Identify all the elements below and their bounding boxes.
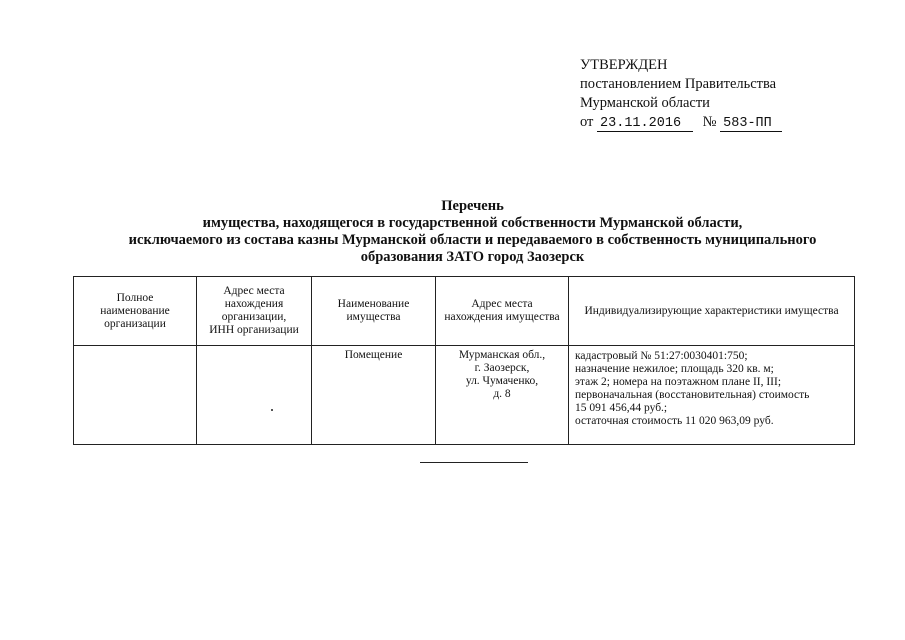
approval-line-region: Мурманской области bbox=[580, 95, 710, 111]
closing-rule bbox=[420, 462, 528, 463]
text-line: Мурманская обл., bbox=[458, 349, 546, 361]
header-characteristics bbox=[569, 277, 855, 346]
cell-org-address bbox=[197, 346, 312, 445]
text-line: остаточная стоимость 11 020 963,09 руб. bbox=[575, 415, 774, 427]
text-line: первоначальная (восстановительная) стоимость bbox=[575, 389, 810, 401]
text-line: назначение нежилое; площадь 320 кв. м; bbox=[575, 363, 774, 375]
cell-characteristics bbox=[569, 346, 855, 445]
approval-stamp bbox=[580, 56, 880, 132]
approval-number: 583-ПП bbox=[720, 116, 782, 132]
cell-property-name: Помещение bbox=[312, 346, 436, 445]
approval-date: 23.11.2016 bbox=[597, 116, 693, 132]
approval-line-resolution: постановлением Правительства bbox=[580, 76, 777, 92]
text-line: д. 8 bbox=[493, 388, 511, 400]
text-line: этаж 2; номера на поэтажном плане II, III; bbox=[575, 376, 782, 388]
text-line: наименование bbox=[100, 304, 170, 317]
text-line: организации, bbox=[221, 311, 287, 323]
approval-heading: УТВЕРЖДЕН bbox=[580, 57, 668, 73]
text-line: ИНН организации bbox=[209, 324, 299, 336]
title-line-3: исключаемого из состава казны Мурманской области и передаваемого в собственность муниципального bbox=[128, 232, 817, 248]
header-org-address bbox=[197, 277, 312, 346]
text-line: нахождения имущества bbox=[444, 311, 560, 323]
date-prefix: от bbox=[580, 114, 594, 130]
title-line-2: имущества, находящегося в государственной собственности Мурманской области, bbox=[202, 215, 743, 231]
property-table bbox=[73, 276, 855, 445]
text-line: нахождения bbox=[224, 298, 284, 310]
cell-property-address bbox=[436, 346, 569, 445]
title-line-1: Перечень bbox=[441, 198, 504, 214]
table-row bbox=[74, 346, 855, 445]
text-line: ул. Чумаченко, bbox=[465, 375, 539, 387]
text-line: 15 091 456,44 руб.; bbox=[575, 402, 668, 414]
text-line: Адрес места bbox=[471, 298, 533, 310]
text-line: Индивидуализирующие характеристики имущества bbox=[584, 304, 839, 317]
text-line: организации bbox=[104, 317, 166, 330]
text-line: Адрес места bbox=[223, 285, 285, 297]
text-line: г. Заозерск, bbox=[474, 362, 530, 374]
text-line: кадастровый № 51:27:0030401:750; bbox=[575, 350, 748, 362]
cell-org-name bbox=[74, 346, 197, 445]
approval-date-line bbox=[580, 113, 880, 132]
header-org-name bbox=[74, 277, 197, 346]
title-line-4: образования ЗАТО город Заозерск bbox=[360, 249, 585, 265]
header-property-address bbox=[436, 277, 569, 346]
table-header-row bbox=[74, 277, 855, 346]
text-line: Наименование bbox=[337, 298, 410, 310]
header-property-name bbox=[312, 277, 436, 346]
text-line: Полное bbox=[116, 291, 154, 304]
document-title bbox=[60, 198, 885, 266]
scan-speck bbox=[271, 409, 273, 411]
number-prefix: № bbox=[702, 114, 717, 130]
text-line: имущества bbox=[346, 311, 401, 323]
